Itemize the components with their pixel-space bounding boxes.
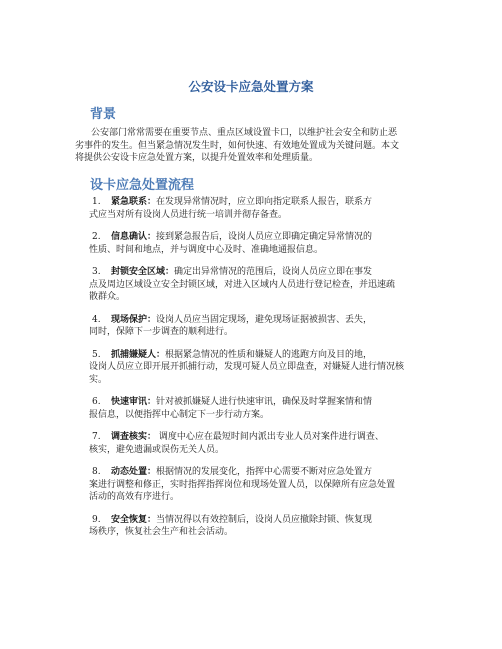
item-text: 确定出异常情况的范围后，设岗人员应立即在事发 <box>174 267 373 277</box>
procedure-list <box>90 196 430 549</box>
item-continuation: 场秩序，恢复社会生产和社会活动。 <box>89 527 234 537</box>
item-text: 在发现异常情况时，应立即向指定联系人报告，联系方 <box>156 197 373 207</box>
item-label: 抓捕嫌疑人： <box>111 349 166 360</box>
item-continuation: 报信息，以便指挥中心制定下一步行动方案。 <box>89 409 270 420</box>
item-number: 6. <box>92 397 101 407</box>
item-continuation: 点及周边区域设立安全封锁区域，对进入区域内人员进行登记检查，并迅速疏 <box>89 279 396 290</box>
item-first-line <box>92 196 430 209</box>
item-number: 5. <box>92 349 101 360</box>
item-text: 接到紧急报告后，设岗人员应立即确定确定异常情况的 <box>156 232 373 242</box>
item-first-line <box>92 466 430 479</box>
section-heading-flow: 设卡应急处置流程 <box>90 178 195 193</box>
procedure-item <box>90 231 430 256</box>
item-first-line <box>92 514 430 527</box>
item-first-line <box>92 396 430 409</box>
item-continuation: 实。 <box>89 374 108 385</box>
item-text: 根据紧急情况的性质和嫌疑人的逃跑方向及目的地， <box>165 349 373 360</box>
paragraph-line: 将提供公安设卡应急处置方案，以提升处置效率和处理质量。 <box>75 153 319 163</box>
item-label: 现场保护： <box>111 314 157 325</box>
item-label: 紧急联系： <box>111 197 157 207</box>
item-first-line <box>92 349 430 362</box>
item-label: 动态处置： <box>111 467 157 477</box>
procedure-item <box>90 431 430 456</box>
item-number: 2. <box>92 232 101 242</box>
item-continuation: 同时，保障下一步调查的顺利进行。 <box>89 327 234 337</box>
section-heading-background: 背景 <box>90 107 117 122</box>
procedure-item <box>90 314 430 339</box>
item-continuation: 性质、时间和地点，并与调度中心及时、准确地通报信息。 <box>89 244 324 255</box>
item-text: 调度中心应在最短时间内派出专业人员对案件进行调查、 <box>156 432 384 442</box>
procedure-item <box>90 514 430 539</box>
item-label: 安全恢复： <box>111 514 157 525</box>
item-number: 4. <box>92 314 101 325</box>
item-text: 针对被抓嫌疑人进行快速审讯，确保及时掌握案情和情 <box>156 397 373 407</box>
procedure-item <box>90 266 430 304</box>
item-first-line <box>92 431 430 444</box>
item-number: 1. <box>92 197 101 207</box>
item-label: 封锁安全区域： <box>111 267 175 277</box>
item-label: 调查核实： <box>111 432 157 442</box>
item-continuation: 散群众。 <box>89 292 126 302</box>
paragraph-line: 公安部门常常需要在重要节点、重点区域设置卡口，以维护社会安全和防止恶 <box>91 128 398 138</box>
item-number: 3. <box>92 267 101 277</box>
procedure-item <box>90 466 430 504</box>
paragraph-line: 劣事件的发生。但当紧急情况发生时，如何快速、有效地处置成为关键问题。本文 <box>75 140 400 151</box>
item-text: 设岗人员应当固定现场，避免现场证据被损害、丢失， <box>156 314 373 325</box>
background-paragraph <box>75 127 427 165</box>
item-text: 根据情况的发展变化，指挥中心需要不断对应急处置方 <box>156 467 373 477</box>
item-number: 8. <box>92 467 101 477</box>
item-text: 当情况得以有效控制后，设岗人员应撤除封锁、恢复现 <box>156 514 373 525</box>
item-continuation: 核实，避免遗漏或误伤无关人员。 <box>89 444 225 455</box>
item-number: 7. <box>92 432 101 442</box>
document-title: 公安设卡应急处置方案 <box>188 79 314 94</box>
procedure-item <box>90 196 430 221</box>
procedure-item <box>90 349 430 387</box>
item-first-line <box>92 231 430 244</box>
item-label: 快速审讯： <box>111 397 157 407</box>
item-label: 信息确认： <box>111 232 157 242</box>
item-number: 9. <box>92 514 101 525</box>
procedure-item <box>90 396 430 421</box>
item-first-line <box>92 314 430 327</box>
item-continuation: 设岗人员应立即开展开抓捕行动，发现可疑人员立即盘查，对嫌疑人进行情况核 <box>89 362 405 372</box>
item-continuation: 式应当对所有设岗人员进行统一培训并彻存备查。 <box>89 209 288 220</box>
item-continuation: 活动的高效有序进行。 <box>89 492 180 502</box>
item-continuation: 案进行调整和修正，实时指挥指挥岗位和现场处置人员，以保障所有应急处置 <box>89 479 396 490</box>
item-first-line <box>92 266 430 279</box>
